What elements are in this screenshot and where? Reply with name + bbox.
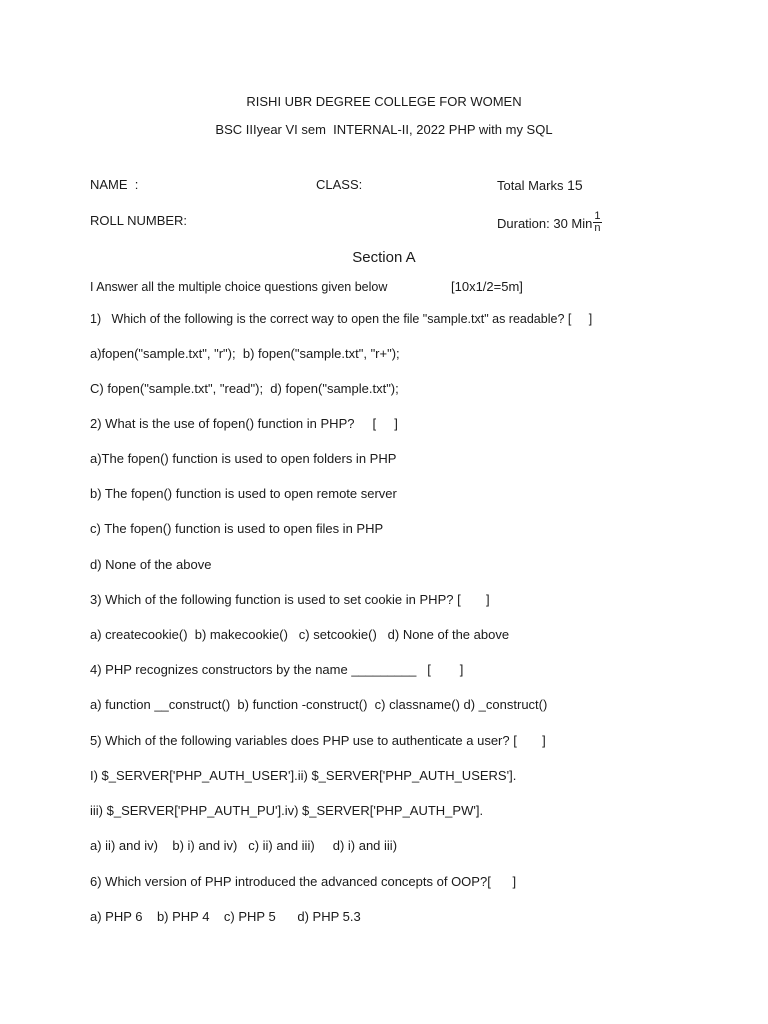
section-marks: [10x1/2=5m] (451, 279, 523, 294)
exam-title: BSC IIIyear VI sem INTERNAL-II, 2022 PHP with my SQL (215, 122, 553, 137)
question-1: 1) Which of the following is the correct way to open the file "sample.txt" as readable? [ ] (90, 312, 593, 326)
duration-label: Duration: 30 Min (497, 215, 593, 231)
question-2-option: a)The fopen() function is used to open folders in PHP (90, 451, 397, 466)
question-2: 2) What is the use of fopen() function in PHP? [ ] (90, 416, 398, 431)
question-2-option: c) The fopen() function is used to open files in PHP (90, 521, 384, 536)
name-label: NAME : (90, 177, 139, 192)
college-name: RISHI UBR DEGREE COLLEGE FOR WOMEN (246, 94, 522, 109)
total-marks-label: Total Marks (497, 178, 564, 193)
question-5-statement: iii) $_SERVER['PHP_AUTH_PU'].iv) $_SERVER['PHP_AUTH_PW']. (90, 803, 484, 818)
question-3: 3) Which of the following function is used to set cookie in PHP? [ ] (90, 592, 490, 607)
question-1-option-line: C) fopen("sample.txt", "read"); d) fopen("sample.txt"); (90, 381, 399, 396)
question-3-option-line: a) createcookie() b) makecookie() c) setcookie() d) None of the above (90, 627, 510, 642)
total-marks (497, 177, 583, 194)
class-label: CLASS: (316, 177, 363, 192)
question-4-option-line: a) function __construct() b) function -construct() c) classname() d) _construct() (90, 697, 548, 712)
duration-fraction-denominator: n (594, 222, 601, 234)
question-5: 5) Which of the following variables does PHP use to authenticate a user? [ ] (90, 733, 546, 748)
question-5-statement: I) $_SERVER['PHP_AUTH_USER'].ii) $_SERVER['PHP_AUTH_USERS']. (90, 768, 517, 783)
section-instruction: I Answer all the multiple choice questions given below (90, 280, 388, 294)
section-title: Section A (352, 249, 416, 266)
roll-number-label: ROLL NUMBER: (90, 213, 188, 228)
question-1-option-line: a)fopen("sample.txt", "r"); b) fopen("sample.txt", "r+"); (90, 346, 400, 361)
total-marks-value: 15 (567, 177, 583, 193)
question-6: 6) Which version of PHP introduced the advanced concepts of OOP?[ ] (90, 874, 517, 889)
question-4: 4) PHP recognizes constructors by the name _________ [ ] (90, 662, 464, 677)
duration (497, 210, 602, 236)
duration-fraction-numerator: 1 (594, 210, 601, 222)
question-2-option: d) None of the above (90, 557, 212, 572)
question-5-option-line: a) ii) and iv) b) i) and iv) c) ii) and iii) d) i) and iii) (90, 838, 398, 853)
question-2-option: b) The fopen() function is used to open remote server (90, 486, 397, 501)
question-6-option-line: a) PHP 6 b) PHP 4 c) PHP 5 d) PHP 5.3 (90, 909, 361, 924)
duration-fraction (593, 211, 601, 234)
